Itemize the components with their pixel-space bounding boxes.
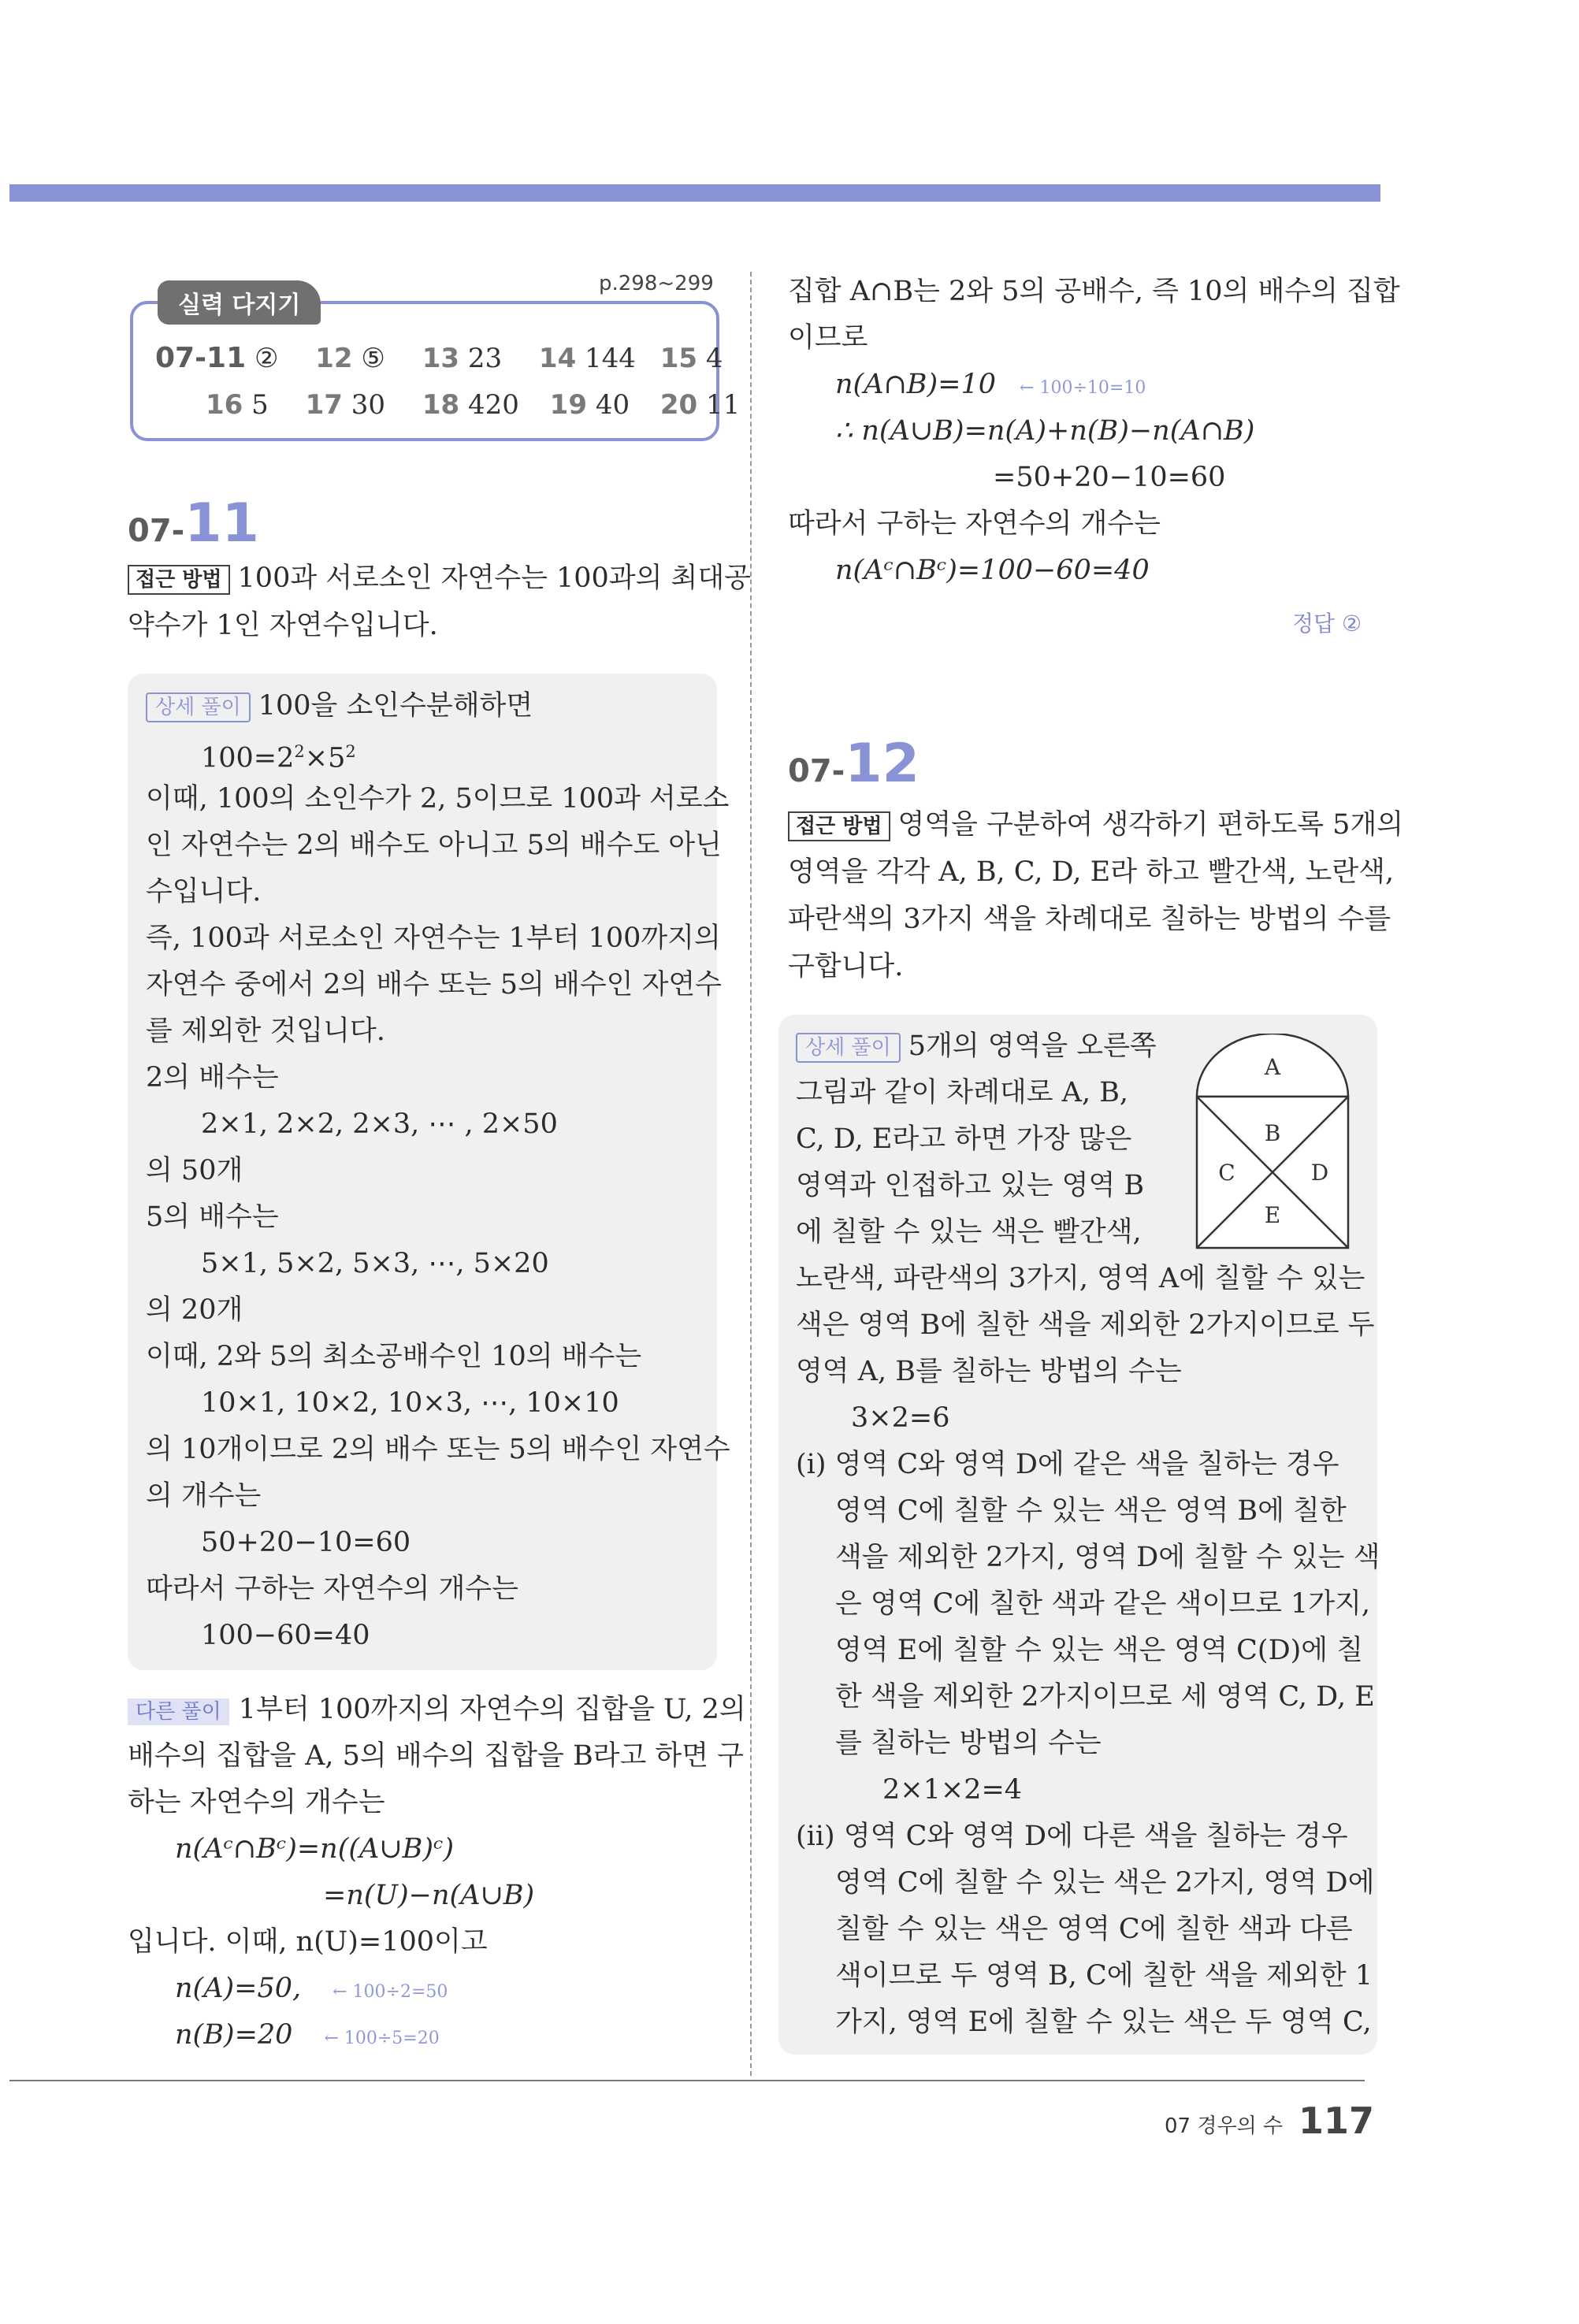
answer-row-1	[155, 342, 723, 374]
region-label-e: E	[1264, 1202, 1281, 1228]
math-line: 5×1, 5×2, 5×3, ⋯, 5×20	[201, 1248, 549, 1279]
detail-line: 은 영역 C에 칠한 색과 같은 색이므로 1가지,	[835, 1588, 1371, 1620]
answer-value: 23	[467, 343, 503, 374]
detail-line: 노란색, 파란색의 3가지, 영역 A에 칠할 수 있는	[796, 1263, 1365, 1294]
problem-prefix: 07-	[788, 753, 845, 789]
math-line: 2×1, 2×2, 2×3, ⋯ , 2×50	[201, 1108, 558, 1140]
answer-number: 12	[315, 343, 353, 374]
answer-value: 40	[595, 389, 630, 421]
math-line: ∴ n(A∪B)=n(A)+n(B)−n(A∩B)	[835, 415, 1255, 447]
answer-number: 16	[206, 389, 243, 421]
margin-note: ← 100÷10=10	[1020, 378, 1146, 398]
detail-line: 따라서 구하는 자연수의 개수는	[146, 1573, 518, 1605]
answer-value: 5	[251, 389, 269, 421]
math-line: 100−60=40	[201, 1620, 370, 1651]
detail-line	[796, 1029, 1157, 1064]
text-line: 영역을 구분하여 생각하기 편하도록 5개의	[897, 809, 1404, 841]
math-line: 50+20−10=60	[201, 1527, 411, 1558]
answer-value: ②	[254, 343, 279, 374]
detail-tag: 상세 풀이	[146, 692, 251, 722]
alt-tag: 다른 풀이	[128, 1698, 229, 1725]
math-line	[835, 367, 1146, 406]
answer-number: 07-11	[155, 342, 247, 374]
approach-line	[128, 561, 751, 596]
cont-line: 따라서 구하는 자연수의 개수는	[788, 508, 1161, 540]
answer-number: 17	[305, 389, 343, 421]
detail-line: 영역과 인접하고 있는 영역 B	[796, 1170, 1145, 1201]
math-line	[175, 1971, 448, 2010]
approach-line: 파란색의 3가지 색을 차례대로 칠하는 방법의 수를	[788, 904, 1391, 935]
detail-line: 의 10개이므로 2의 배수 또는 5의 배수인 자연수	[146, 1434, 730, 1465]
text-line: n(A)=50,	[175, 1973, 302, 2004]
problem-number: 12	[845, 733, 920, 795]
detail-line: 영역 C에 칠할 수 있는 색은 영역 B에 칠한	[835, 1495, 1347, 1527]
text-line: 100을 소인수분해하면	[258, 690, 533, 722]
text-line: 1부터 100까지의 자연수의 집합을 U, 2의	[238, 1694, 746, 1725]
math-line: 10×1, 10×2, 10×3, ⋯, 10×10	[201, 1387, 619, 1419]
math-line: =50+20−10=60	[993, 462, 1226, 493]
case-heading: (ⅱ) 영역 C와 영역 D에 다른 색을 칠하는 경우	[796, 1821, 1348, 1852]
detail-line: 를 칠하는 방법의 수는	[835, 1728, 1102, 1759]
answer-value: ⑤	[361, 343, 385, 374]
region-label-d: D	[1310, 1160, 1329, 1186]
column-divider	[750, 272, 752, 2076]
math-line	[175, 2018, 440, 2056]
detail-line: 에 칠할 수 있는 색은 빨간색,	[796, 1216, 1142, 1248]
cont-line: 집합 A∩B는 2와 5의 공배수, 즉 10의 배수의 집합	[788, 276, 1400, 307]
detail-line: 영역 A, B를 칠하는 방법의 수는	[796, 1356, 1182, 1387]
problem-number: 11	[184, 492, 259, 555]
text-line: n(B)=20	[175, 2019, 293, 2051]
chapter-label: 07 경우의 수	[1165, 2114, 1284, 2138]
approach-line: 약수가 1인 자연수입니다.	[128, 610, 438, 641]
answer-number: 19	[549, 389, 587, 421]
detail-line: 색은 영역 B에 칠한 색을 제외한 2가지이므로 두	[796, 1309, 1375, 1341]
detail-line: 수입니다.	[146, 876, 262, 908]
region-label-b: B	[1264, 1120, 1281, 1146]
answer-value: 144	[585, 343, 636, 374]
case-heading: (ⅰ) 영역 C와 영역 D에 같은 색을 칠하는 경우	[796, 1449, 1339, 1480]
problem-prefix: 07-	[128, 513, 185, 549]
header-bar	[9, 184, 1380, 202]
detail-line: 그림과 같이 차례대로 A, B,	[796, 1077, 1129, 1108]
alt-line: 하는 자연수의 개수는	[128, 1787, 385, 1818]
detail-line: 자연수 중에서 2의 배수 또는 5의 배수인 자연수	[146, 969, 722, 1001]
math-line: n(Aᶜ∩Bᶜ)=100−60=40	[835, 555, 1150, 586]
detail-line: 를 제외한 것입니다.	[146, 1015, 385, 1047]
page-number: 117	[1298, 2099, 1375, 2142]
footer-rule	[9, 2080, 1365, 2081]
approach-tag: 접근 방법	[128, 565, 230, 595]
detail-line: 2의 배수는	[146, 1062, 279, 1093]
detail-line: C, D, E라고 하면 가장 많은	[796, 1123, 1132, 1155]
problem-11-heading	[128, 492, 259, 555]
detail-line: 의 50개	[146, 1155, 243, 1186]
detail-line: 이때, 100의 소인수가 2, 5이므로 100과 서로소	[146, 783, 730, 815]
answer-value: 11	[706, 389, 741, 421]
margin-note: ← 100÷2=50	[333, 1982, 448, 2002]
detail-line: 의 개수는	[146, 1480, 262, 1512]
answer-row-2	[206, 389, 740, 421]
answer-number: 18	[422, 389, 460, 421]
detail-line: 영역 C에 칠할 수 있는 색은 2가지, 영역 D에	[835, 1867, 1375, 1899]
answer-value: 420	[467, 389, 519, 421]
detail-line: 의 20개	[146, 1294, 243, 1326]
alt-line: 배수의 집합을 A, 5의 배수의 집합을 B라고 하면 구	[128, 1740, 744, 1772]
answer-tab-label: 실력 다지기	[158, 280, 321, 325]
approach-tag: 접근 방법	[788, 811, 890, 841]
detail-line	[146, 689, 533, 723]
math-line: 2×1×2=4	[882, 1774, 1023, 1806]
alt-line	[128, 1692, 746, 1727]
detail-line: 인 자연수는 2의 배수도 아니고 5의 배수도 아닌	[146, 830, 722, 861]
text-line: 5개의 영역을 오른쪽	[908, 1030, 1157, 1062]
cont-line: 이므로	[788, 322, 868, 354]
answer-number: 20	[659, 389, 698, 421]
detail-line: 가지, 영역 E에 칠할 수 있는 색은 두 영역 C,	[835, 2007, 1372, 2038]
math-line: 3×2=6	[851, 1402, 950, 1434]
detail-tag: 상세 풀이	[796, 1033, 901, 1063]
region-figure	[1194, 1034, 1351, 1254]
answer-mark: 정답 ②	[1292, 611, 1362, 637]
text-line: 100과 서로소인 자연수는 100과의 최대공	[237, 562, 751, 594]
detail-line: 색을 제외한 2가지, 영역 D에 칠할 수 있는 색	[835, 1542, 1380, 1573]
detail-line: 즉, 100과 서로소인 자연수는 1부터 100까지의	[146, 923, 721, 954]
alt-line: 입니다. 이때, n(U)=100이고	[128, 1926, 488, 1958]
region-label-c: C	[1218, 1160, 1235, 1186]
margin-note: ← 100÷5=20	[324, 2029, 440, 2048]
answer-value: 4	[705, 343, 723, 374]
detail-line: 영역 E에 칠할 수 있는 색은 영역 C(D)에 칠	[835, 1635, 1364, 1666]
detail-line: 5의 배수는	[146, 1201, 279, 1233]
text-line: n(A∩B)=10	[835, 369, 997, 400]
region-label-a: A	[1264, 1054, 1281, 1080]
answer-number: 15	[659, 343, 698, 374]
detail-line: 한 색을 제외한 2가지이므로 세 영역 C, D, E	[835, 1681, 1375, 1713]
math-line: n(Aᶜ∩Bᶜ)=n((A∪B)ᶜ)	[175, 1833, 454, 1865]
answer-value: 30	[351, 389, 385, 421]
page-reference: p.298~299	[599, 272, 714, 295]
detail-line: 색이므로 두 영역 B, C에 칠한 색을 제외한 1	[835, 1960, 1373, 1992]
answer-number: 14	[538, 343, 577, 374]
answer-number: 13	[422, 343, 460, 374]
detail-line: 이때, 2와 5의 최소공배수인 10의 배수는	[146, 1341, 642, 1372]
approach-line: 구합니다.	[788, 951, 904, 982]
approach-line	[788, 807, 1403, 842]
problem-12-heading	[788, 733, 920, 795]
approach-line: 영역을 각각 A, B, C, D, E라 하고 빨간색, 노란색,	[788, 856, 1395, 888]
math-line: =n(U)−n(A∪B)	[323, 1880, 535, 1911]
math-line: $100=2^2\times 5^2$	[201, 742, 356, 774]
detail-line: 칠할 수 있는 색은 영역 C에 칠한 색과 다른	[835, 1914, 1353, 1945]
